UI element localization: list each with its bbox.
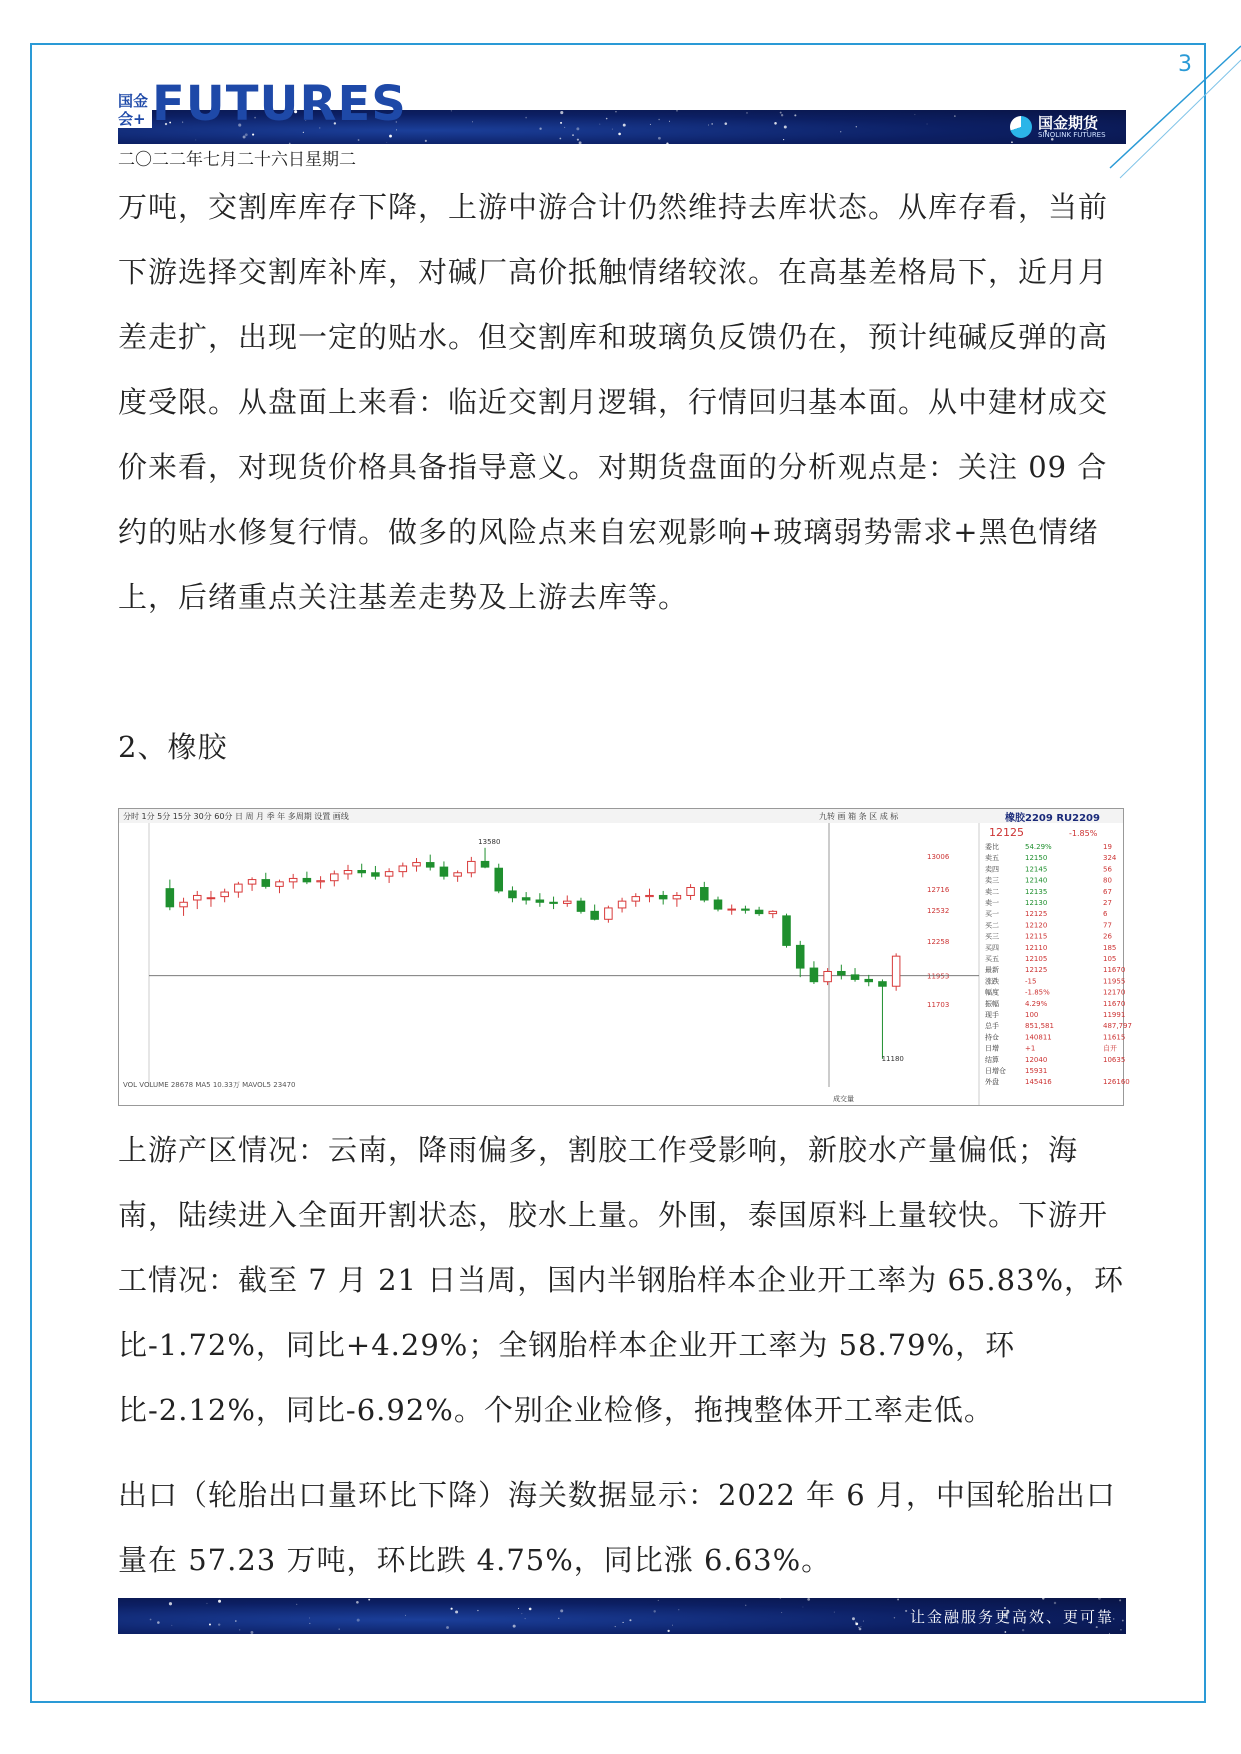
star-dot (309, 1617, 310, 1618)
star-dot (672, 1625, 673, 1626)
volume-tab[interactable]: 成交量 (833, 1095, 854, 1103)
star-dot (897, 1599, 899, 1601)
star-dot (678, 1609, 679, 1610)
star-dot (207, 1603, 208, 1604)
star-dot (358, 139, 360, 141)
brand-name-en: SINOLINK FUTURES (1038, 131, 1106, 139)
candle-body (591, 911, 599, 919)
quote-label: 买二 (985, 921, 999, 930)
star-dot (780, 112, 782, 114)
star-dot (368, 1599, 370, 1601)
star-dot (905, 1610, 907, 1612)
star-dot (157, 1621, 160, 1624)
quote-value: 140811 (1025, 1033, 1052, 1042)
volume-label: VOL VOLUME 28678 MA5 10.33万 MAVOL5 23470 (123, 1081, 296, 1089)
quote-volume: 67 (1103, 887, 1112, 896)
quote-label: 卖二 (985, 887, 999, 896)
corner-decoration (1110, 40, 1241, 180)
quote-label: 买四 (985, 943, 999, 952)
star-dot (239, 1629, 240, 1630)
star-dot (774, 122, 777, 125)
y-tick-label: 12716 (927, 886, 950, 895)
quote-volume: 126160 (1103, 1078, 1130, 1087)
star-dot (618, 133, 621, 136)
star-dot (858, 1627, 859, 1628)
quote-label: 涨跌 (985, 977, 999, 986)
star-dot (560, 1609, 563, 1612)
quote-volume: 自开 (1103, 1044, 1117, 1053)
candle-body (522, 898, 530, 900)
quote-value: 4.29% (1025, 999, 1048, 1008)
star-dot (780, 1598, 781, 1599)
candle-body (701, 888, 709, 900)
price-change: -1.85% (1069, 829, 1098, 838)
candle-body (810, 968, 818, 982)
star-dot (783, 139, 784, 140)
candle-body (892, 956, 900, 986)
high-annotation: 13580 (478, 837, 501, 846)
candle-body (838, 971, 846, 974)
quote-volume: 324 (1103, 854, 1117, 863)
star-dot (859, 1628, 862, 1631)
star-dot (472, 121, 473, 122)
quote-label: 外盘 (985, 1078, 999, 1087)
quote-value: 12130 (1025, 899, 1048, 907)
star-dot (195, 140, 196, 141)
star-dot (425, 140, 427, 142)
star-dot (623, 124, 626, 127)
star-dot (855, 1622, 856, 1623)
candle-body (783, 916, 791, 946)
star-dot (235, 1620, 236, 1621)
quote-value: -15 (1025, 977, 1037, 986)
candle-body (659, 895, 667, 898)
candle-body (714, 900, 722, 909)
quote-volume: 105 (1103, 955, 1117, 963)
star-dot (784, 125, 787, 128)
quote-label: 卖四 (985, 865, 999, 874)
quote-volume: 11615 (1103, 1033, 1126, 1042)
chart-svg (119, 809, 1132, 1105)
candle-body (536, 900, 544, 902)
candle-body (344, 871, 352, 874)
quote-value: 12110 (1025, 943, 1048, 952)
candle-body (358, 871, 366, 873)
star-dot (218, 1600, 221, 1603)
star-dot (558, 1618, 559, 1619)
star-dot (914, 114, 915, 115)
candle-body (495, 868, 503, 891)
quote-value: 12125 (1025, 910, 1048, 919)
quote-value: 12120 (1025, 921, 1048, 930)
low-annotation: 11180 (881, 1054, 904, 1063)
quote-label: 幅度 (985, 988, 999, 997)
quote-volume: 80 (1103, 876, 1112, 885)
star-dot (521, 1613, 522, 1614)
candle-body (605, 908, 613, 919)
candle-body (331, 874, 339, 881)
star-dot (745, 1605, 746, 1606)
star-dot (245, 133, 248, 136)
candle-body (221, 892, 229, 897)
quote-value: 12135 (1025, 887, 1048, 896)
quote-value: 851,581 (1025, 1022, 1054, 1031)
candle-body (440, 867, 448, 876)
quote-volume: 56 (1103, 865, 1112, 874)
star-dot (600, 124, 601, 125)
star-dot (525, 1618, 526, 1619)
star-dot (525, 117, 527, 119)
y-tick-label: 12258 (927, 938, 950, 947)
quote-value: 12105 (1025, 955, 1048, 963)
paragraph-tire-export: 出口（轮胎出口量环比下降）海关数据显示：2022 年 6 月，中国轮胎出口量在 57.23 万吨，环比跌 4.75%，同比涨 6.63%。 (118, 1478, 1116, 1577)
quote-value: 15931 (1025, 1067, 1048, 1075)
star-dot (559, 138, 561, 140)
star-dot (803, 1607, 804, 1608)
quote-label: 日增仓 (985, 1067, 1006, 1075)
star-dot (650, 124, 651, 125)
candle-body (550, 902, 558, 903)
star-dot (658, 119, 659, 120)
brand-logo (1010, 112, 1106, 142)
last-price: 12125 (989, 826, 1024, 839)
star-dot (781, 1612, 782, 1613)
star-dot (954, 115, 955, 116)
candle-body (618, 901, 626, 908)
logo-cjk: 国金会+ (118, 92, 152, 128)
candle-body (276, 882, 284, 887)
page-number: 3 (1178, 52, 1192, 77)
quote-value: 12150 (1025, 854, 1048, 863)
candle-body (180, 902, 188, 907)
candle-body (687, 888, 695, 896)
quote-value: +1 (1025, 1044, 1036, 1053)
star-dot (781, 114, 783, 116)
star-dot (615, 1626, 616, 1627)
candle-body (563, 901, 571, 903)
star-dot (513, 1625, 516, 1628)
quote-label: 买三 (985, 932, 999, 941)
quote-label: 卖五 (985, 854, 999, 863)
candle-body (796, 945, 804, 968)
star-dot (676, 110, 677, 111)
candle-body (646, 895, 654, 896)
star-dot (615, 111, 616, 112)
quote-volume: 26 (1103, 932, 1112, 941)
candle-body (755, 910, 763, 913)
star-dot (667, 1630, 669, 1632)
footer-slogan: 让金融服务更高效、更可靠 (909, 1608, 1114, 1626)
star-dot (339, 1629, 340, 1630)
star-dot (653, 1610, 655, 1612)
quote-label: 现手 (985, 1011, 999, 1019)
star-dot (579, 141, 582, 144)
candle-body (235, 884, 243, 892)
toolbar-tools[interactable]: 九转 画 箱 条 区 成 标 (819, 812, 899, 821)
star-dot (455, 1610, 458, 1613)
star-dot (863, 1621, 864, 1622)
star-dot (840, 131, 841, 132)
quote-volume: 10635 (1103, 1055, 1126, 1064)
star-dot (807, 1598, 810, 1601)
star-dot (243, 136, 246, 139)
quote-value: 12040 (1025, 1055, 1048, 1064)
quote-label: 卖一 (985, 899, 999, 907)
star-dot (529, 1608, 532, 1611)
quote-label: 最新 (985, 966, 999, 975)
star-dot (296, 1604, 297, 1605)
candle-body (289, 878, 297, 881)
quote-volume: 11670 (1103, 966, 1126, 975)
candle-body (207, 898, 215, 899)
candle-body (262, 880, 270, 887)
y-tick-label: 13006 (927, 853, 950, 862)
quote-label: 振幅 (985, 999, 999, 1008)
section-heading-rubber: 2、橡胶 (118, 730, 228, 764)
quote-label: 持仓 (985, 1033, 999, 1042)
quote-value: -1.85% (1025, 988, 1050, 997)
star-dot (612, 129, 613, 130)
star-dot (711, 123, 712, 124)
star-dot (357, 1619, 360, 1622)
candle-body (577, 901, 585, 911)
star-dot (477, 1610, 478, 1611)
star-dot (1119, 1599, 1121, 1601)
star-dot (1109, 1633, 1110, 1634)
brand-mark-icon (1010, 116, 1032, 138)
candle-body (769, 911, 777, 913)
star-dot (572, 134, 573, 135)
quote-volume: 12170 (1103, 988, 1126, 997)
candle-body (166, 889, 174, 907)
quote-value: 12115 (1025, 932, 1048, 941)
star-dot (171, 1625, 172, 1626)
star-dot (1054, 1602, 1056, 1604)
star-dot (560, 111, 563, 114)
candle-body (851, 975, 859, 980)
candle-body (673, 895, 681, 898)
star-dot (629, 1619, 631, 1621)
paragraph-soda-ash: 万吨，交割库库存下降，上游中游合计仍然维持去库状态。从库存看，当前下游选择交割库补库，对碱厂高价抵触情绪较浓。在高基差格局下，近月月差走扩，出现一定的贴水。但交割库和玻璃负反馈仍在，预计纯碱反弹的高度受限。从盘面上来看：临近交割月逻辑，行情回归基本面。从中建材成交价来看，对现货价格具备指导意义。对期货盘面的分析观点是：关注 09 合约的贴水修复行情。做多的风险点来自宏观影响+玻璃弱势需求+黑色情绪上，后绪重点关注基差走势及上游去库等。 (118, 190, 1109, 614)
candle-body (632, 897, 640, 902)
star-dot (1098, 1597, 1101, 1600)
candle-body (509, 891, 517, 898)
candle-body (728, 909, 736, 910)
star-dot (250, 1631, 253, 1634)
quote-label: 日增 (985, 1044, 999, 1053)
candle-body (454, 873, 462, 876)
star-dot (606, 118, 608, 120)
star-dot (577, 139, 579, 141)
star-dot (708, 125, 709, 126)
star-dot (387, 142, 388, 143)
footer-banner (118, 1598, 1126, 1634)
quote-volume: 11991 (1103, 1011, 1126, 1019)
star-dot (252, 134, 254, 136)
star-dot (927, 124, 928, 125)
quote-volume: 27 (1103, 899, 1112, 907)
quote-volume: 6 (1103, 910, 1108, 919)
candle-body (303, 878, 311, 881)
quote-volume: 487,797 (1103, 1022, 1132, 1031)
candle-body (193, 895, 201, 900)
candle-body (481, 861, 489, 867)
star-dot (169, 1602, 172, 1605)
logo-futures: FUTURES (152, 76, 407, 132)
star-dot (539, 128, 541, 130)
candle-body (399, 866, 407, 872)
quote-value: 54.29% (1025, 843, 1052, 851)
candle-body (426, 863, 434, 868)
star-dot (725, 122, 728, 125)
quote-volume: 11955 (1103, 977, 1126, 986)
quote-label: 结算 (985, 1055, 999, 1064)
star-dot (1120, 1629, 1122, 1631)
rubber-candlestick-chart (118, 808, 1132, 1106)
star-dot (861, 1626, 862, 1627)
quote-value: 145416 (1025, 1078, 1052, 1087)
star-dot (669, 121, 670, 122)
star-dot (218, 1623, 220, 1625)
candle-body (865, 979, 873, 981)
star-dot (389, 135, 392, 138)
chart-title: 橡胶2209 RU2209 (1005, 813, 1100, 824)
star-dot (446, 1626, 449, 1629)
candle-body (385, 872, 393, 877)
star-dot (564, 127, 565, 128)
paragraph-rubber-supply: 上游产区情况：云南，降雨偏多，割胶工作受影响，新胶水产量偏低；海南，陆续进入全面开割状态，胶水上量。外围，泰国原料上量较快。下游开工情况：截至 7 月 21 日当周，国内半钢胎样本企业开工率为 65.83%，环比-1.72%，同比+4.29%；全钢胎样本企业开工率为 58.79%，环比-2.12%，同比-6.92%。个别企业检修，拖拽整体开工率走低。 (118, 1133, 1125, 1427)
candle-body (742, 909, 750, 910)
star-dot (852, 1617, 855, 1620)
y-tick-label: 11703 (927, 1001, 950, 1010)
star-dot (209, 1624, 211, 1626)
star-dot (1122, 1620, 1124, 1622)
quote-value: 12145 (1025, 865, 1048, 874)
star-dot (518, 1608, 519, 1609)
quote-label: 买一 (985, 910, 999, 919)
candle-body (413, 863, 421, 866)
y-tick-label: 11953 (927, 972, 950, 981)
star-dot (658, 1600, 659, 1601)
quote-value: 12125 (1025, 966, 1048, 975)
star-dot (658, 137, 661, 140)
star-dot (894, 1617, 895, 1618)
star-dot (309, 1623, 310, 1624)
candle-body (317, 881, 325, 882)
star-dot (560, 122, 562, 124)
quote-label: 卖三 (985, 876, 999, 885)
star-dot (451, 1608, 453, 1610)
star-dot (1004, 1631, 1006, 1633)
quote-volume: 185 (1103, 943, 1117, 952)
report-date: 二〇二二年七月二十六日星期二 (118, 150, 356, 170)
star-dot (855, 1622, 858, 1625)
star-dot (150, 1619, 152, 1621)
candle-body (468, 861, 476, 872)
star-dot (794, 114, 796, 116)
star-dot (856, 126, 857, 127)
quote-value: 100 (1025, 1011, 1039, 1019)
quote-volume: 77 (1103, 921, 1112, 930)
star-dot (834, 1612, 835, 1613)
star-dot (356, 1601, 359, 1604)
star-dot (405, 1615, 406, 1616)
brand-name-cn: 国金期货 (1038, 114, 1099, 132)
star-dot (746, 112, 748, 114)
candle-body (372, 873, 380, 876)
star-dot (576, 127, 579, 130)
candle-body (248, 880, 256, 885)
star-dot (666, 143, 668, 145)
quote-volume: 11670 (1103, 999, 1126, 1008)
star-dot (1022, 1629, 1024, 1631)
star-dot (451, 111, 452, 112)
quote-label: 委比 (985, 843, 999, 851)
star-dot (1042, 1597, 1044, 1599)
quote-label: 买五 (985, 955, 999, 963)
toolbar-periods[interactable]: 分时 1分 5分 15分 30分 60分 日 周 月 季 年 多周期 设置 画线 (123, 812, 349, 821)
y-tick-label: 12532 (927, 906, 950, 915)
quote-volume: 19 (1103, 843, 1112, 851)
candle-body (824, 971, 832, 981)
quote-label: 总手 (985, 1022, 999, 1031)
candle-body (879, 982, 887, 987)
star-dot (623, 1622, 624, 1623)
quote-value: 12140 (1025, 876, 1048, 885)
